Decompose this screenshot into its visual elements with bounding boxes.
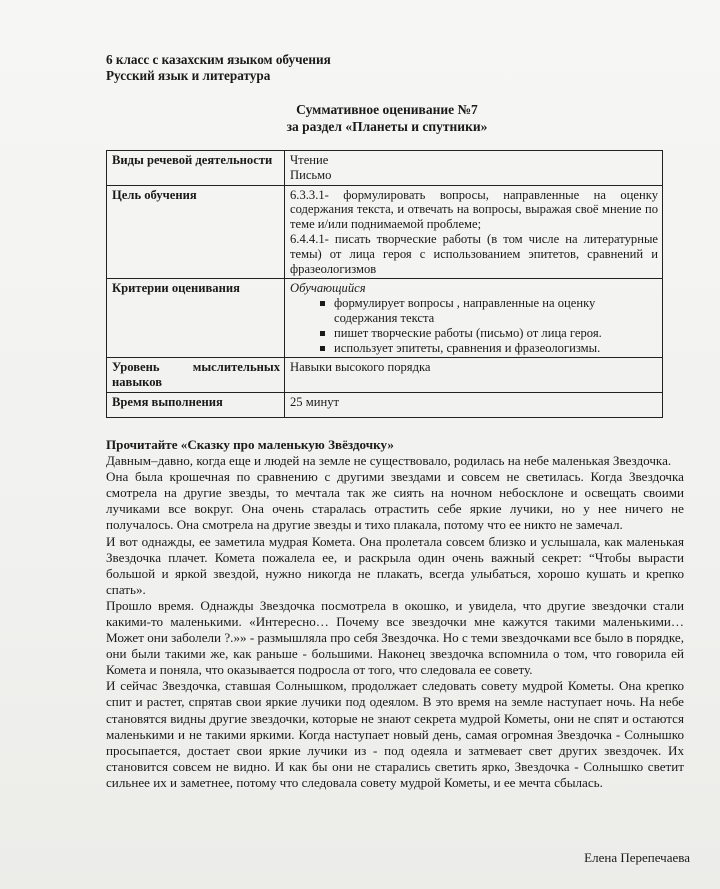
- subject-line: Русский язык и литература: [106, 68, 271, 83]
- criteria-item: использует эпитеты, сравнения и фразеологизмы.: [320, 341, 658, 356]
- goal-item: 6.3.3.1- формулировать вопросы, направленные на оценку содержания текста, и отвечать на вопросы, выражая своё мнение по теме и/или поднимаемой проблеме;: [290, 187, 658, 232]
- row-value-learning-goal: [285, 185, 663, 279]
- story-paragraph: Прошло время. Однажды Звездочка посмотрела в окошко, и увидела, что другие звездочки стали какими-то маленькими. «Интересно… Почему все звездочки мне кажутся такими маленькими…Может они заболели ?.»» - размышляла про себя Звездочка. Но с теми звездочками все было в порядке, они были такими же, как раньше - большими. Наконец звездочка вспомнила о том, что говорила ей Комета и поняла, что оказывается подросла от того, что следовала ее совету.: [106, 597, 684, 678]
- row-label-criteria: Критерии оценивания: [107, 279, 285, 358]
- assessment-title-line1: Суммативное оценивание №7: [296, 102, 478, 117]
- criteria-item: пишет творческие работы (письмо) от лица героя.: [320, 326, 658, 341]
- story-paragraph: Она была крошечная по сравнению с другими звездами и совсем не светилась. Когда Звездочка смотрела на другие звезды, то мечтала так же сиять на ночном небосклоне и освещать своими лучиками все вокруг. Она очень старалась отрастить себе яркие лучики, но у нее ничего не получалось. Она смотрела на другие звезды и тихо плакала, потому что ее никто не замечал.: [106, 469, 684, 533]
- row-value-criteria: [285, 279, 663, 358]
- assessment-title: [106, 102, 668, 135]
- value-line: Письмо: [290, 167, 332, 182]
- row-value-thinking-level: Навыки высокого порядка: [285, 358, 663, 393]
- story-title: Прочитайте «Сказку про маленькую Звёздочку»: [106, 436, 394, 452]
- criteria-item: формулирует вопросы , направленные на оценку содержания текста: [320, 296, 658, 326]
- assessment-title-line2: за раздел «Планеты и спутники»: [286, 118, 488, 134]
- criteria-intro: Обучающийся: [290, 281, 366, 296]
- row-label-speech-activity: Виды речевой деятельности: [107, 151, 285, 186]
- table-row: [107, 392, 663, 417]
- grade-line: 6 класс с казахским языком обучения: [106, 52, 331, 67]
- row-label-thinking-level: Уровень мыслительных навыков: [107, 358, 285, 393]
- table-row: [107, 185, 663, 279]
- table-row: [107, 151, 663, 186]
- goal-item: 6.4.4.1- писать творческие работы (в том числе на литературные темы) от лица героя с использованием эпитетов, сравнений и фразеологизмов: [290, 231, 658, 276]
- story-paragraph: И сейчас Звездочка, ставшая Солнышком, продолжает следовать совету мудрой Кометы. Она крепко спит и растет, спрятав свои яркие лучики под одеялом. В это время на земле наступает ночь. На небе становятся видны другие звездочки, которые не знают секрета мудрой Кометы, они не спят и остаются маленькими и не такими яркими. Когда наступает новый день, самая огромная Звездочка - Солнышко просыпается, достает свои яркие лучики из - под одеяла и затмевает свет других звездочек. Их становится совсем не видно. И как бы они не старались светить ярко, Звездочка - Солнышко светит сильнее их и заметнее, потому что следовала совету мудрой Кометы, и ее мечта сбылась.: [106, 678, 684, 790]
- story-paragraph: И вот однажды, ее заметила мудрая Комета. Она пролетала совсем близко и услышала, как маленькая Звездочка плачет. Комета пожалела ее, и раскрыла один очень важный секрет: “Чтобы вырасти большой и яркой звездой, нужно никогда не плакать, всегда улыбаться, хорошо кушать и крепко спать».: [106, 533, 684, 597]
- row-value-speech-activity: [285, 151, 663, 186]
- value-line: Чтение: [290, 153, 329, 167]
- assessment-info-table: [106, 150, 663, 418]
- criteria-list: [290, 296, 658, 355]
- row-value-duration: 25 минут: [285, 392, 663, 417]
- row-label-duration: Время выполнения: [107, 392, 285, 417]
- story-section: [106, 437, 684, 791]
- story-paragraph: Давным–давно, когда еще и людей на земле не существовало, родилась на небе маленькая Звездочка.: [106, 453, 672, 469]
- story-author: Елена Перепечаева: [584, 850, 690, 865]
- table-row: [107, 279, 663, 358]
- row-label-learning-goal: Цель обучения: [107, 185, 285, 279]
- table-row: [107, 358, 663, 393]
